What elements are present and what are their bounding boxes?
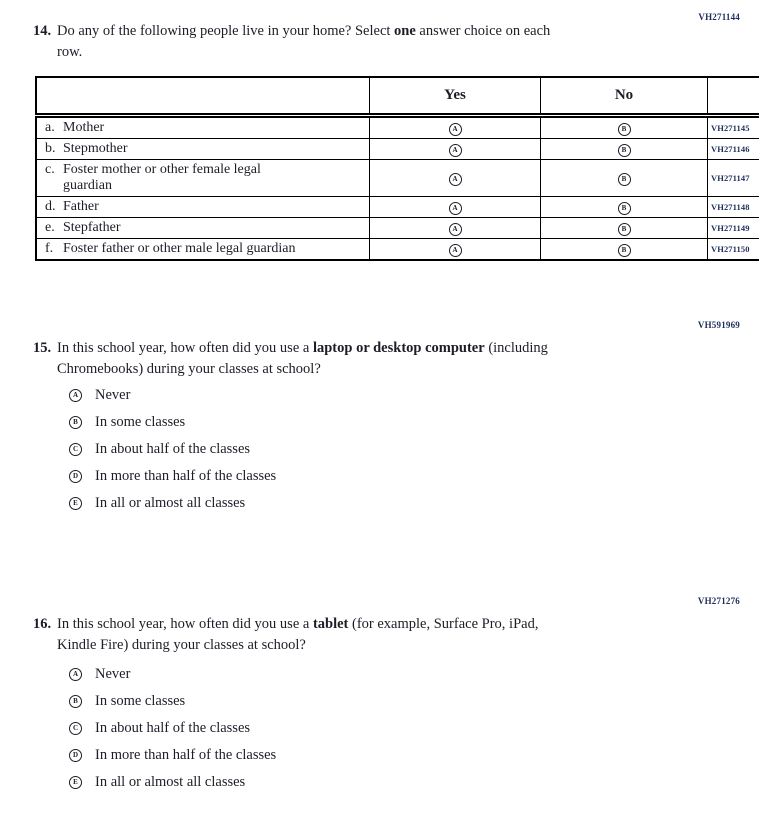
- q16-option-b[interactable]: [69, 693, 276, 709]
- answer-bubble-yes[interactable]: A: [449, 123, 462, 136]
- row-label: Foster father or other male legal guardian: [63, 241, 296, 256]
- q14-item-code: VH271144: [698, 12, 740, 22]
- answer-bubble-no[interactable]: B: [618, 173, 631, 186]
- no-cell: [541, 116, 708, 139]
- row-label-cell: [36, 139, 370, 160]
- answer-bubble-yes[interactable]: A: [449, 202, 462, 215]
- q14-text-bold: one: [394, 23, 416, 39]
- yes-cell: [370, 160, 541, 197]
- no-cell: [541, 197, 708, 218]
- header-code-blank: [708, 77, 759, 116]
- q16-options: [69, 666, 276, 801]
- row-letter: b.: [45, 141, 56, 156]
- q14-number: 14.: [33, 23, 52, 39]
- q14-text-pre: Do any of the following people live in your home? Select: [57, 23, 395, 39]
- row-item-code: VH271150: [708, 239, 759, 261]
- q16-option-c[interactable]: [69, 720, 276, 736]
- row-label-cell: [36, 116, 370, 139]
- q16-text-line2: Kindle Fire) during your classes at school?: [57, 637, 306, 653]
- option-bubble[interactable]: E: [69, 776, 82, 789]
- row-label: Foster mother or other female legal guardian: [63, 162, 261, 193]
- option-bubble[interactable]: D: [69, 749, 82, 762]
- answer-bubble-yes[interactable]: A: [449, 244, 462, 257]
- q15-text-pre: In this school year, how often did you use a: [57, 340, 313, 356]
- option-label: In more than half of the classes: [95, 746, 277, 763]
- row-label: Mother: [63, 120, 105, 135]
- row-letter: a.: [45, 120, 55, 135]
- no-cell: [541, 139, 708, 160]
- no-cell: [541, 218, 708, 239]
- yes-cell: [370, 116, 541, 139]
- option-bubble[interactable]: D: [69, 470, 82, 483]
- q15-option-c[interactable]: [69, 441, 276, 457]
- q16-option-d[interactable]: [69, 747, 276, 763]
- row-label-cell: [36, 218, 370, 239]
- q16-text-pre: In this school year, how often did you use a: [57, 616, 313, 632]
- q15-option-a[interactable]: [69, 387, 276, 403]
- q14-text-line2: row.: [57, 44, 83, 60]
- answer-bubble-no[interactable]: B: [618, 244, 631, 257]
- q14-text-post: answer choice on each: [415, 23, 551, 39]
- q15-item-code: VH591969: [697, 320, 740, 330]
- yes-cell: [370, 239, 541, 261]
- q15-option-e[interactable]: [69, 495, 276, 511]
- option-label: In all or almost all classes: [95, 494, 246, 511]
- row-item-code: VH271145: [708, 116, 759, 139]
- option-label: In about half of the classes: [95, 440, 251, 457]
- row-label: Father: [63, 199, 99, 214]
- q16-item-code: VH271276: [697, 596, 740, 606]
- yes-cell: [370, 139, 541, 160]
- row-item-code: VH271146: [708, 139, 759, 160]
- q16-question-text: [57, 614, 538, 656]
- answer-bubble-no[interactable]: B: [618, 123, 631, 136]
- q15-options: [69, 387, 276, 522]
- option-bubble[interactable]: B: [69, 416, 82, 429]
- option-label: In some classes: [95, 692, 186, 709]
- row-label-cell: [36, 197, 370, 218]
- option-label: Never: [95, 386, 131, 403]
- q16-text-post: (for example, Surface Pro, iPad,: [348, 616, 539, 632]
- answer-bubble-no[interactable]: B: [618, 202, 631, 215]
- q16-option-a[interactable]: [69, 666, 276, 682]
- header-blank: [36, 77, 370, 116]
- q15-text-post: (including: [484, 340, 548, 356]
- option-bubble[interactable]: A: [69, 668, 82, 681]
- table-row-foster-mother: [36, 160, 759, 197]
- answer-bubble-yes[interactable]: A: [449, 173, 462, 186]
- q14-question-text: [57, 21, 550, 63]
- q15-option-b[interactable]: [69, 414, 276, 430]
- row-letter: f.: [45, 241, 54, 256]
- q15-question: [33, 338, 693, 380]
- table-header-row: [36, 77, 759, 116]
- row-item-code: VH271149: [708, 218, 759, 239]
- q16-number: 16.: [33, 616, 52, 632]
- answer-bubble-no[interactable]: B: [618, 144, 631, 157]
- q16-text-bold: tablet: [312, 616, 349, 632]
- row-label: Stepfather: [63, 220, 121, 235]
- q14-answer-table: [35, 76, 759, 261]
- table-row-stepfather: [36, 218, 759, 239]
- option-bubble[interactable]: B: [69, 695, 82, 708]
- yes-cell: [370, 197, 541, 218]
- row-label-cell: [36, 160, 370, 197]
- q15-text-bold: laptop or desktop computer: [312, 340, 485, 356]
- row-letter: d.: [45, 199, 56, 214]
- answer-bubble-yes[interactable]: A: [449, 144, 462, 157]
- q15-question-text: [57, 338, 548, 380]
- q14-question: [33, 21, 673, 63]
- answer-bubble-yes[interactable]: A: [449, 223, 462, 236]
- row-item-code: VH271148: [708, 197, 759, 218]
- table-row-foster-father: [36, 239, 759, 261]
- option-label: In more than half of the classes: [95, 467, 277, 484]
- no-cell: [541, 160, 708, 197]
- q15-number: 15.: [33, 340, 52, 356]
- option-label: Never: [95, 665, 131, 682]
- option-label: In all or almost all classes: [95, 773, 246, 790]
- option-bubble[interactable]: E: [69, 497, 82, 510]
- option-bubble[interactable]: C: [69, 443, 82, 456]
- table-row-father: [36, 197, 759, 218]
- header-no: No: [541, 77, 708, 116]
- q16-question: [33, 614, 693, 656]
- table-row-mother: [36, 116, 759, 139]
- no-cell: [541, 239, 708, 261]
- yes-cell: [370, 218, 541, 239]
- row-label-cell: [36, 239, 370, 261]
- row-item-code: VH271147: [708, 160, 759, 197]
- table-row-stepmother: [36, 139, 759, 160]
- answer-bubble-no[interactable]: B: [618, 223, 631, 236]
- option-label: In some classes: [95, 413, 186, 430]
- row-letter: e.: [45, 220, 55, 235]
- q15-option-d[interactable]: [69, 468, 276, 484]
- option-label: In about half of the classes: [95, 719, 251, 736]
- q16-option-e[interactable]: [69, 774, 276, 790]
- option-bubble[interactable]: C: [69, 722, 82, 735]
- header-yes: Yes: [370, 77, 541, 116]
- row-label: Stepmother: [63, 141, 128, 156]
- row-letter: c.: [45, 162, 55, 177]
- option-bubble[interactable]: A: [69, 389, 82, 402]
- q15-text-line2: Chromebooks) during your classes at school?: [57, 361, 321, 377]
